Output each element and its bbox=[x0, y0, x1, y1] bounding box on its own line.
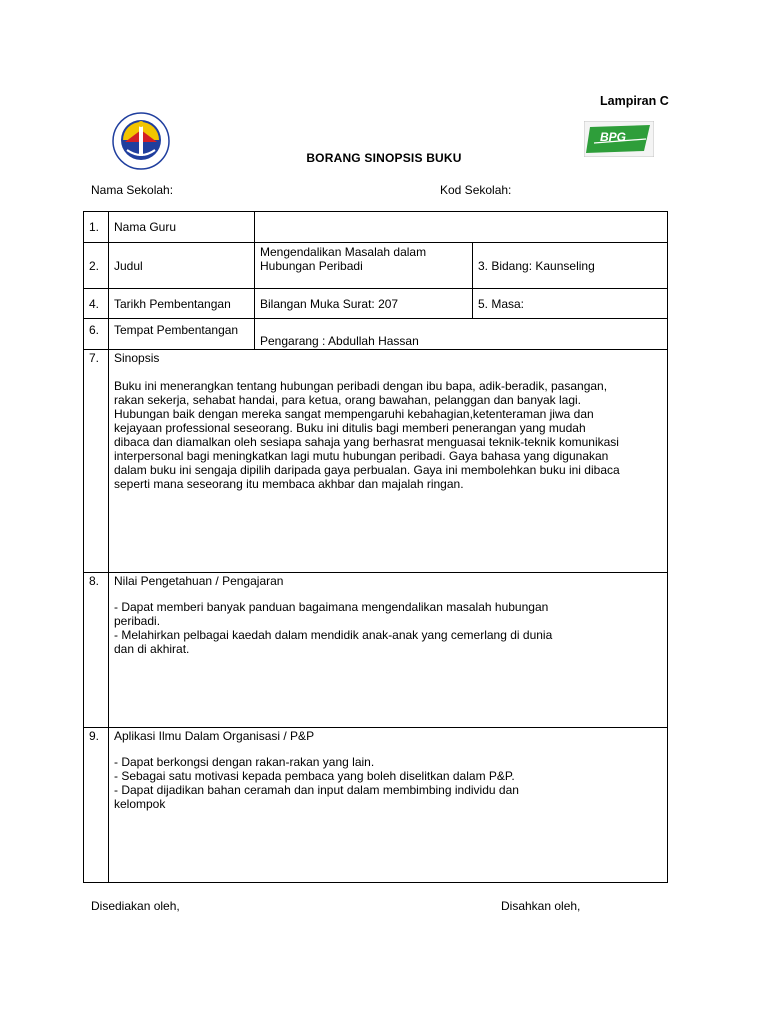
bilangan-muka-surat-field[interactable]: Bilangan Muka Surat: 207 bbox=[255, 289, 473, 319]
nilai-cell[interactable] bbox=[109, 573, 668, 728]
judul-label: Judul bbox=[109, 243, 255, 289]
aplikasi-cell[interactable] bbox=[109, 728, 668, 883]
lampiran-label: Lampiran C bbox=[600, 94, 669, 108]
row-judul bbox=[84, 243, 668, 289]
judul-field[interactable]: Mengendalikan Masalah dalam Hubungan Peribadi bbox=[255, 243, 473, 289]
bidang-field[interactable]: 3. Bidang: Kaunseling bbox=[473, 243, 668, 289]
aplikasi-label: Aplikasi Ilmu Dalam Organisasi / P&P bbox=[114, 729, 315, 743]
sinopsis-cell[interactable] bbox=[109, 350, 668, 573]
tarikh-label: Tarikh Pembentangan bbox=[109, 289, 255, 319]
masa-field[interactable]: 5. Masa: bbox=[473, 289, 668, 319]
page-title: BORANG SINOPSIS BUKU bbox=[306, 151, 462, 165]
row-sinopsis bbox=[84, 350, 668, 573]
disediakan-oleh-label: Disediakan oleh, bbox=[91, 899, 180, 913]
row-number: 7. bbox=[84, 350, 109, 573]
row-tempat bbox=[84, 319, 668, 350]
row-number: 8. bbox=[84, 573, 109, 728]
sinopsis-label: Sinopsis bbox=[114, 351, 160, 365]
row-number: 9. bbox=[84, 728, 109, 883]
disahkan-oleh-label: Disahkan oleh, bbox=[501, 899, 581, 913]
row-number: 4. bbox=[84, 289, 109, 319]
aplikasi-text: - Dapat berkongsi dengan rakan-rakan yang lain. - Sebagai satu motivasi kepada pembaca yang boleh diselitkan dalam P&P. - Dapat dijadikan bahan ceramah dan input dalam membimbing individu dan kelompok bbox=[114, 755, 519, 811]
row-nilai bbox=[84, 573, 668, 728]
nama-guru-label: Nama Guru bbox=[109, 212, 255, 243]
sinopsis-text: Buku ini menerangkan tentang hubungan peribadi dengan ibu bapa, adik-beradik, pasangan, rakan sekerja, sehabat handai, para ketua, orang bawahan, pelanggan dan banyak lagi. Hubungan baik dengan mereka sangat mempengaruhi kebahagian,ketenteraman jiwa dan kejayaan professional seseorang. Buku ini ditulis bagi memberi penerangan yang mudah dibaca dan diamalkan oleh sesiapa sahaja yang berhasrat menguasai teknik-teknik komunikasi interpersonal bagi meningkatkan lagi mutu hubungan peribadi. Gaya bahasa yang digunakan dalam buku ini sengaja dipilih daripada gaya perbualan. Gaya ini membolehkan buku ini dibaca seperti mana seseorang itu membaca akhbar dan majalah ringan. bbox=[114, 379, 620, 491]
bpg-logo-text: BPG bbox=[600, 130, 627, 144]
pengarang-field[interactable]: Pengarang : Abdullah Hassan bbox=[255, 319, 668, 350]
tempat-label: Tempat Pembentangan bbox=[109, 319, 255, 350]
row-number: 2. bbox=[84, 243, 109, 289]
nama-sekolah-label: Nama Sekolah: bbox=[91, 183, 174, 197]
nama-guru-field[interactable] bbox=[255, 212, 668, 243]
nilai-label: Nilai Pengetahuan / Pengajaran bbox=[114, 574, 284, 588]
synopsis-form-table bbox=[83, 211, 668, 883]
kod-sekolah-label: Kod Sekolah: bbox=[440, 183, 512, 197]
row-tarikh bbox=[84, 289, 668, 319]
nilai-text: - Dapat memberi banyak panduan bagaimana mengendalikan masalah hubungan peribadi. - Melahirkan pelbagai kaedah dalam mendidik anak-anak yang cemerlang di dunia dan di akhirat. bbox=[114, 600, 553, 656]
row-nama-guru bbox=[84, 212, 668, 243]
row-aplikasi bbox=[84, 728, 668, 883]
row-number: 1. bbox=[84, 212, 109, 243]
row-number: 6. bbox=[84, 319, 109, 350]
